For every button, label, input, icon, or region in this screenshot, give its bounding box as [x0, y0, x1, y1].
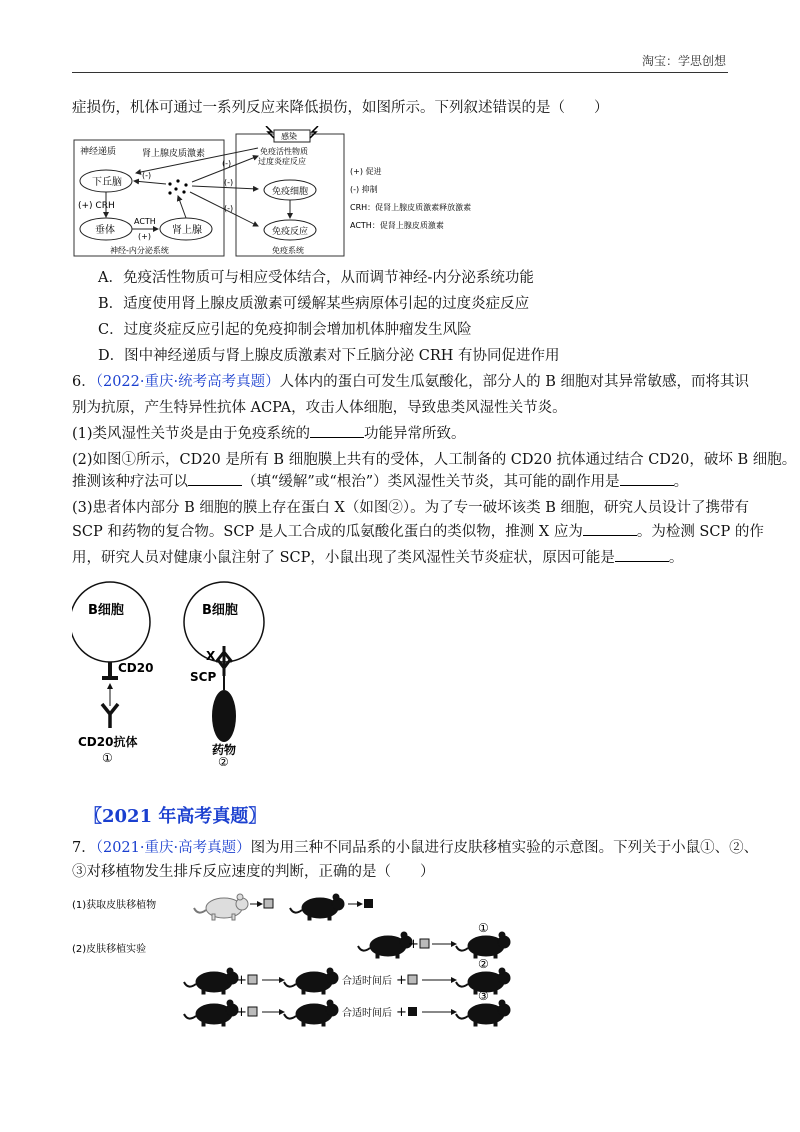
answer-blank [583, 523, 637, 536]
header-divider [72, 72, 728, 73]
immune-cell-label: 免疫细胞 [272, 187, 309, 197]
svg-text:CD20: CD20 [118, 661, 154, 675]
system1-label: 神经-内分泌系统 [110, 246, 169, 255]
hypothalamus-label: 下丘脑 [92, 177, 122, 188]
svg-text:B细胞: B细胞 [88, 603, 124, 618]
question-source: （2021·重庆·高考真题） [95, 840, 251, 856]
legend-promote: (+) 促进 [350, 167, 382, 176]
adrenal-label: 肾上腺 [172, 225, 202, 236]
b-cell-1 [72, 582, 150, 662]
b-cell-diagram [72, 580, 282, 766]
svg-text:合适时间后: 合适时间后 [342, 1008, 392, 1019]
drug [212, 690, 236, 742]
legend-acth: ACTH：促肾上腺皮质激素 [350, 221, 444, 230]
crh-label: (+) CRH [78, 201, 115, 211]
svg-text:①: ① [478, 921, 489, 935]
question-number: 6． [72, 374, 96, 390]
skin-graft-gray [264, 899, 273, 908]
question6-part3-end: 用，研究人员对健康小鼠注射了 SCP，小鼠出现了类风湿性关节炎症状，原因可能是 。 [72, 550, 684, 566]
svg-text:SCP: SCP [190, 670, 217, 684]
svg-text:(+): (+) [138, 232, 151, 241]
acth-label: ACTH [134, 217, 156, 226]
option-c: C．过度炎症反应引起的免疫抑制会增加机体肿瘤发生风险 [98, 322, 472, 338]
question6-line1: 6．（2022·重庆·统考高考真题）人体内的蛋白可发生瓜氨酸化，部分人的 B 细胞对其异常敏感，而将其识 [72, 374, 749, 390]
hormone-dots [168, 179, 187, 194]
answer-blank [310, 425, 364, 438]
question7-line2: ③对移植物发生排斥反应速度的判断，正确的是（ ） [72, 864, 435, 880]
svg-text:+: + [396, 1005, 407, 1020]
answer-blank [615, 549, 669, 562]
inflammation-label: 过度炎症反应 [258, 157, 306, 166]
svg-text:(-): (-) [224, 204, 234, 213]
header-text: 淘宝：学思创想 [641, 54, 726, 68]
question6-line2: 别为抗原，产生特异性抗体 ACPA，攻击人体细胞，导致患类风湿性关节炎。 [72, 400, 567, 416]
answer-blank [188, 473, 242, 486]
question6-part2: (2)如图①所示，CD20 是所有 B 细胞膜上共有的受体，人工制备的 CD20 抗体通过结合 CD20，破坏 B 细胞。 [72, 452, 797, 468]
step2-label: (2)皮肤移植实验 [72, 944, 147, 955]
skin-graft-black [364, 899, 373, 908]
question7-line1: 7．（2021·重庆·高考真题）图为用三种不同品系的小鼠进行皮肤移植实验的示意图。下列关于小鼠①、②、 [72, 840, 759, 856]
question6-part2-cont: 推测该种疗法可以 （填“缓解”或“根治”）类风湿性关节炎，其可能的副作用是 。 [72, 474, 689, 490]
legend-inhibit: (-) 抑制 [350, 185, 378, 194]
option-d: D．图中神经递质与肾上腺皮质激素对下丘脑分泌 CRH 有协同促进作用 [98, 348, 560, 364]
svg-text:CD20抗体: CD20抗体 [78, 735, 138, 749]
immune-response-label: 免疫反应 [272, 227, 309, 237]
svg-text:③: ③ [478, 989, 489, 1003]
svg-text:X: X [206, 649, 216, 663]
option-b: B．适度使用肾上腺皮质激素可缓解某些病原体引起的过度炎症反应 [98, 296, 530, 312]
system2-label: 免疫系统 [272, 246, 304, 255]
svg-text:药物: 药物 [212, 743, 237, 757]
immune-substance-label: 免疫活性物质 [260, 147, 308, 156]
cd20-receptor [102, 662, 118, 678]
white-mouse [194, 894, 248, 920]
svg-text:+: + [408, 937, 419, 952]
option-a: A．免疫活性物质可与相应受体结合，从而调节神经-内分泌系统功能 [98, 270, 534, 286]
neuro-immune-diagram [72, 126, 512, 260]
svg-text:+: + [236, 1005, 247, 1020]
svg-text:②: ② [478, 957, 489, 971]
section-heading: 〖2021 年高考真题〗 [84, 806, 267, 827]
question5-intro: 症损伤，机体可通过一系列反应来降低损伤，如图所示。下列叙述错误的是（ ） [72, 100, 609, 116]
skin-graft-diagram [72, 888, 532, 1028]
nerve-transmitter-label: 神经递质 [80, 147, 117, 157]
black-mouse [290, 894, 344, 920]
svg-text:②: ② [218, 755, 229, 766]
svg-text:+: + [236, 973, 247, 988]
svg-text:(-): (-) [142, 171, 152, 180]
answer-blank [620, 473, 674, 486]
infection-label: 感染 [281, 132, 297, 141]
svg-text:合适时间后: 合适时间后 [342, 976, 392, 987]
cd20-antibody [102, 704, 118, 728]
legend-crh: CRH：促肾上腺皮质激素释放激素 [350, 203, 472, 212]
svg-text:+: + [396, 973, 407, 988]
question-source: （2022·重庆·统考高考真题） [95, 374, 280, 390]
question6-part3: (3)患者体内部分 B 细胞的膜上存在蛋白 X（如图②）。为了专一破坏该类 B 细胞，研究人员设计了携带有 [72, 500, 749, 516]
svg-text:(-): (-) [222, 159, 232, 168]
question6-part1: (1)类风湿性关节炎是由于免疫系统的 功能异常所致。 [72, 426, 466, 442]
svg-text:(-): (-) [224, 178, 234, 187]
step1-label: (1)获取皮肤移植物 [72, 900, 157, 911]
hormone-label: 肾上腺皮质激素 [142, 149, 206, 159]
svg-text:①: ① [102, 751, 113, 765]
pituitary-label: 垂体 [95, 225, 115, 236]
question6-part3-cont: SCP 和药物的复合物。SCP 是人工合成的瓜氨酸化蛋白的类似物，推测 X 应为 。为检测 SCP 的作 [72, 524, 764, 540]
svg-text:B细胞: B细胞 [202, 603, 238, 618]
